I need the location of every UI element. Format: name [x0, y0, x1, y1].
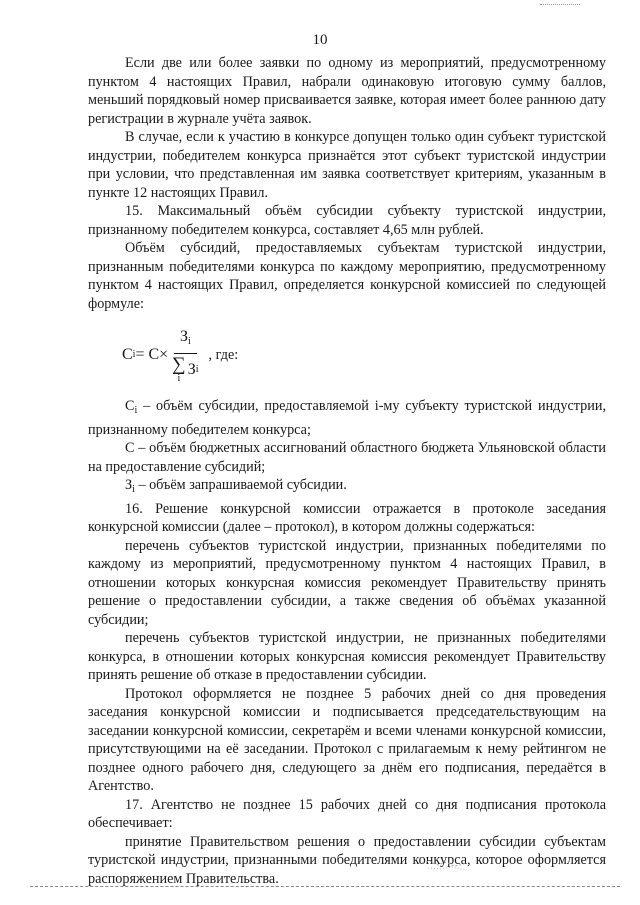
document-body — [88, 54, 606, 888]
paragraph-government-decision: принятие Правительством решения о предоставлении субсидии субъектам туристской индустрии, признанными победителями конкурса, которое оформляется распоряжением Правительства. — [88, 833, 606, 887]
formula-fraction — [172, 327, 198, 384]
subsidy-formula — [88, 319, 606, 393]
paragraph-non-winners-list: перечень субъектов туристской индустрии, не признанных победителями конкурса, в отношении которых конкурсная комиссия рекомендует Правительству принять решение об отказе в предоставлении субсидии. — [88, 630, 606, 683]
definition-ci: $С_i$ – объём субсидии, предоставляемой i-му субъекту туристской индустрии, признанному победителем конкурса; — [88, 398, 606, 438]
formula-denominator: ∑ i З i — [172, 354, 199, 384]
paragraph-single-participant: В случае, если к участию в конкурсе допущен только один субъект туристской индустрии, победителем конкурса признаётся этот субъект туристской индустрии при условии, что представленная им заявка соответствует критериям, указанным в пункте 12 настоящих Правил. — [88, 129, 606, 201]
sigma-symbol: ∑ i — [172, 354, 186, 384]
paragraph-protocol: 16. Решение конкурсной комиссии отражается в протоколе заседания конкурсной комиссии (далее – протокол), в котором должны содержаться: — [88, 500, 606, 535]
paragraph-winners-list: перечень субъектов туристской индустрии, признанных победителями по каждому из мероприятий, предусмотренному пунктом 4 настоящих Правил, в отношении которых конкурсная комиссия рекомендует Правительству принять решение о предоставлении субсидии, а также сведения об объёмах указанной субсидии; — [88, 537, 606, 628]
paragraph-protocol-signing: Протокол оформляется не позднее 5 рабочих дней со дня проведения заседания конкурсной комиссии и подписывается председательствующим на заседании конкурсной комиссии, секретарём и всеми членами конкурсной комиссии, присутствующими на её заседании. Протокол с прилагаемым к нему рейтингом не позднее одного рабочего дня, следующего за днём его подписания, передаётся в Агентство. — [88, 685, 606, 794]
paragraph-tie-rule: Если две или более заявки по одному из мероприятий, предусмотренному пунктом 4 настоящих Правил, набрали одинаковую итоговую сумму баллов, меньший порядковый номер присваивается заявке, которая имеет более раннюю дату регистрации в журнале учёта заявок. — [88, 55, 606, 127]
paragraph-formula-intro: Объём субсидий, предоставляемых субъектам туристской индустрии, признанным победителями конкурса по каждому мероприятию, предусмотренному пунктом 4 настоящих Правил, определяется конкурсной комиссией по следующей формуле: — [88, 240, 606, 312]
formula-lhs-index: i — [132, 349, 136, 361]
formula-numerator: $З_i$ — [174, 327, 197, 354]
scan-smudge — [420, 857, 470, 873]
scan-edge-line — [30, 886, 620, 888]
scan-artifact — [540, 4, 580, 7]
definition-c: С – объём бюджетных ассигнований областного бюджета Ульяновской области на предоставление субсидий; — [88, 440, 606, 475]
paragraph-max-subsidy: 15. Максимальный объём субсидии субъекту туристской индустрии, признанному победителем конкурса, составляет 4,65 млн рублей. — [88, 203, 606, 238]
definition-zi: $З_i$ – объём запрашиваемой субсидии. — [125, 477, 347, 495]
paragraph-agency-duties: 17. Агентство не позднее 15 рабочих дней со дня подписания протокола обеспечивает: — [88, 796, 606, 831]
page-number: 10 — [312, 32, 328, 48]
formula-where: , где: — [208, 347, 239, 364]
formula-equals: = С× — [135, 346, 169, 364]
formula-lhs: С — [122, 346, 133, 364]
